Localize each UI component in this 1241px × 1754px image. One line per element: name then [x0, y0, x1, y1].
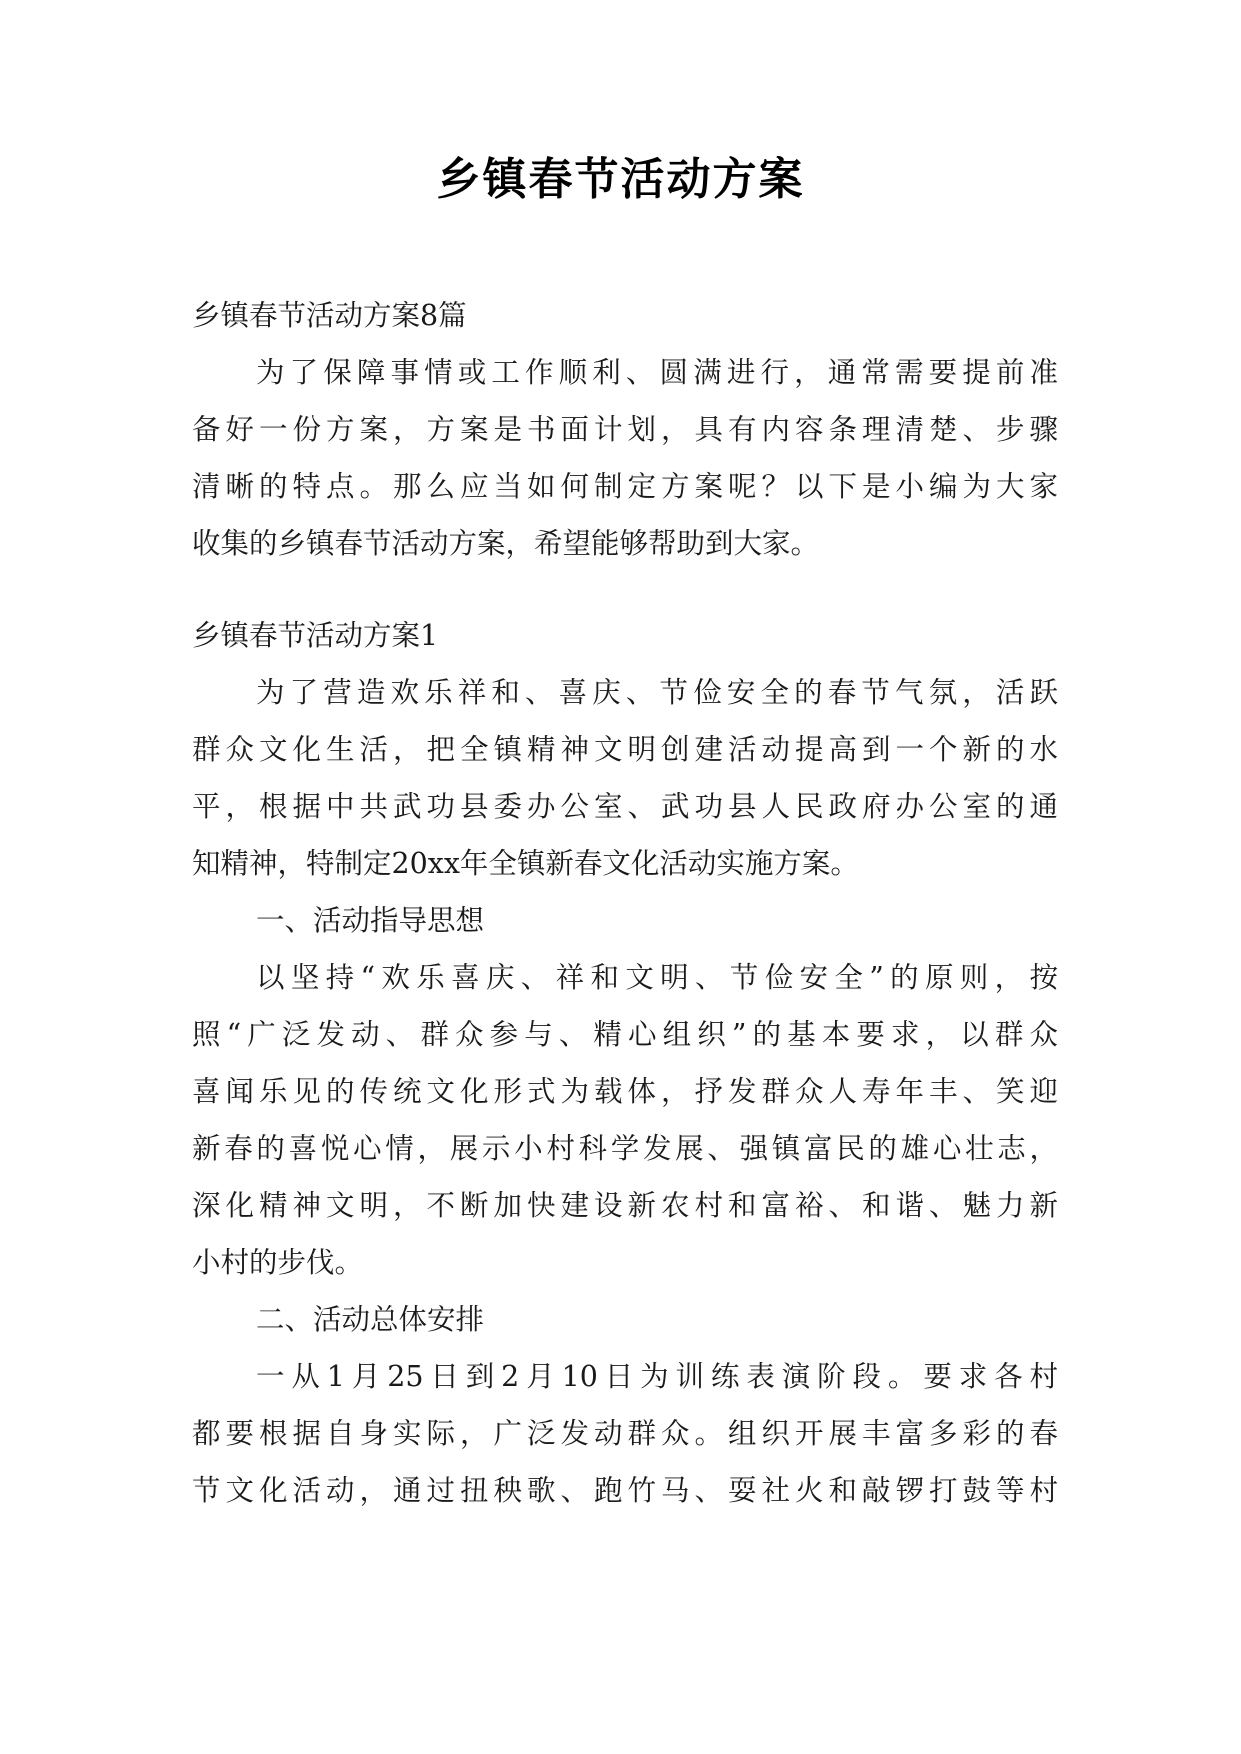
paragraph-line: 节文化活动，通过扭秧歌、跑竹马、耍社火和敲锣打鼓等村	[192, 1474, 1058, 1507]
paragraph-line: 深化精神文明，不断加快建设新农村和富裕、和谐、魅力新	[192, 1189, 1058, 1222]
paragraph-line: 平，根据中共武功县委办公室、武功县人民政府办公室的通	[192, 790, 1058, 823]
paragraph-line: 以坚持“欢乐喜庆、祥和文明、节俭安全”的原则，按	[256, 961, 1058, 994]
paragraph-line: 都要根据自身实际，广泛发动群众。组织开展丰富多彩的春	[192, 1417, 1058, 1450]
intro-line: 备好一份方案，方案是书面计划，具有内容条理清楚、步骤	[192, 413, 1058, 446]
paragraph-gap	[192, 572, 1058, 607]
subheading-line: 二、活动总体安排	[256, 1303, 485, 1336]
subheading-line: 一、活动指导思想	[256, 904, 485, 937]
document-body	[192, 287, 1058, 1519]
paragraph-line: 喜闻乐见的传统文化形式为载体，抒发群众人寿年丰、笑迎	[192, 1075, 1058, 1108]
intro-line: 为了保障事情或工作顺利、圆满进行，通常需要提前准	[256, 356, 1058, 389]
section-heading: 乡镇春节活动方案1	[192, 619, 439, 652]
subtitle-line: 乡镇春节活动方案8篇	[192, 299, 467, 332]
paragraph-line: 小村的步伐。	[192, 1246, 364, 1279]
intro-line: 收集的乡镇春节活动方案，希望能够帮助到大家。	[192, 527, 820, 560]
paragraph-line: 照“广泛发动、群众参与、精心组织”的基本要求，以群众	[192, 1018, 1058, 1051]
paragraph-line: 为了营造欢乐祥和、喜庆、节俭安全的春节气氛，活跃	[256, 676, 1058, 709]
paragraph-line: 群众文化生活，把全镇精神文明创建活动提高到一个新的水	[192, 733, 1058, 766]
paragraph-line: 一从1月25日到2月10日为训练表演阶段。要求各村	[256, 1360, 1058, 1393]
intro-line: 清晰的特点。那么应当如何制定方案呢？以下是小编为大家	[192, 470, 1058, 503]
paragraph-line: 新春的喜悦心情，展示小村科学发展、强镇富民的雄心壮志，	[192, 1132, 1058, 1165]
paragraph-line: 知精神，特制定20xx年全镇新春文化活动实施方案。	[192, 847, 859, 880]
document-title: 乡镇春节活动方案	[436, 154, 805, 205]
